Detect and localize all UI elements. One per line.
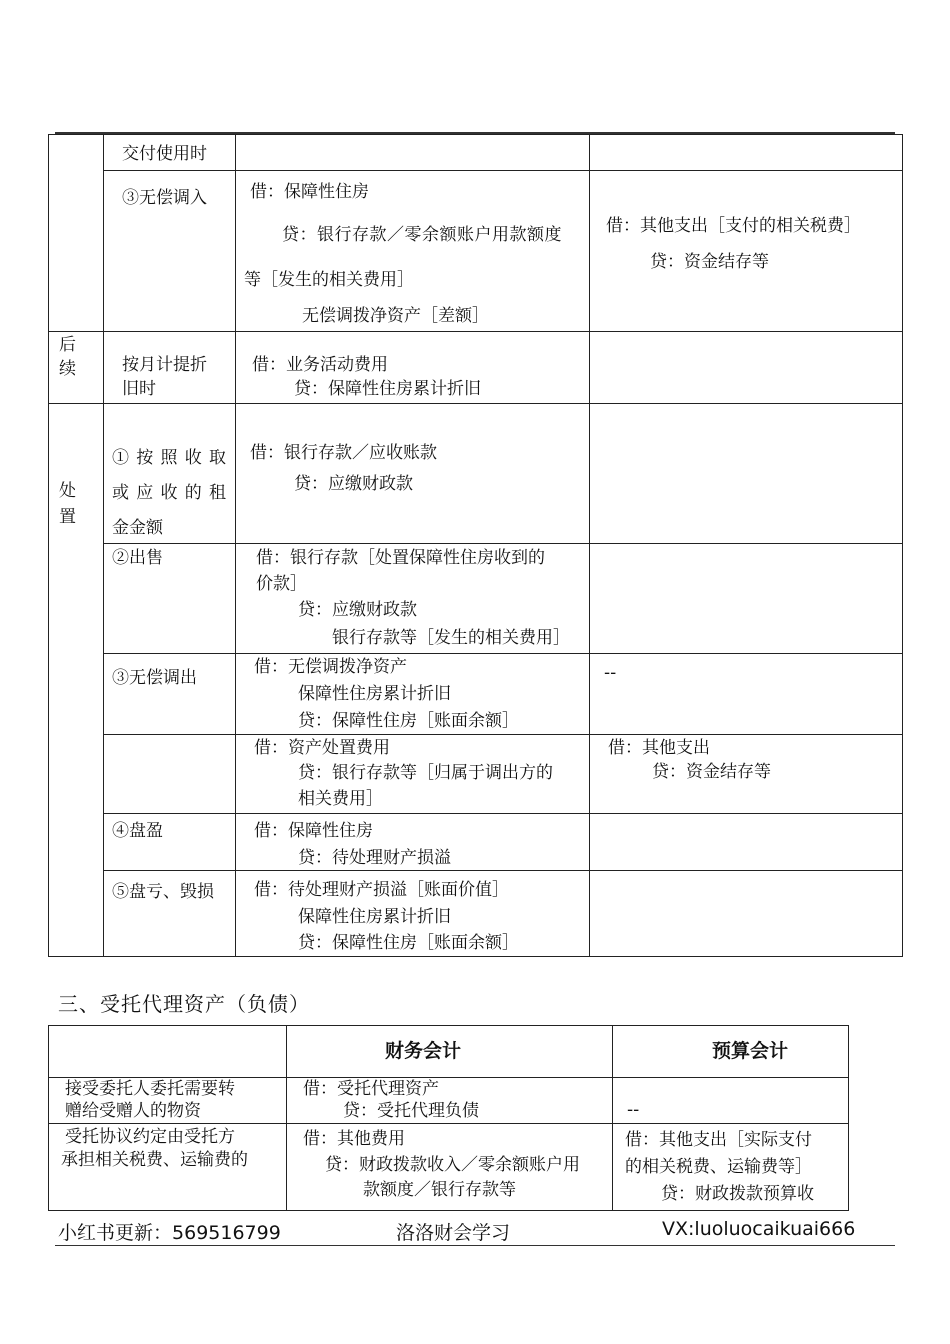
row-label: 赠给受赠人的物资 [65,1101,201,1121]
row-label-cell [104,404,236,544]
header-cell-blank [49,1026,287,1078]
row-label: ⑤盘亏、毁损 [112,882,214,902]
budget-cell [590,871,903,957]
column-header: 预算会计 [712,1040,789,1062]
budget-cell [590,544,903,654]
entry-line: 借：受托代理资产 [303,1079,439,1099]
entry-line: 贷：受托代理负债 [343,1101,479,1121]
entry-line: 借：其他费用 [303,1129,405,1149]
table-row [49,544,903,654]
entry-line: 贷：保障性住房［账面余额］ [298,711,519,731]
entry-line: 等［发生的相关费用］ [244,270,414,290]
budget-cell [590,135,903,171]
entry-line: 贷：资金结存等 [650,252,769,272]
empty-marker: -- [604,663,617,683]
finance-cell [287,1078,613,1124]
budget-cell [590,404,903,544]
row-label: ①按照收取 [112,448,226,468]
finance-cell [236,171,590,332]
phase-label: 后 [59,335,76,355]
empty-marker: -- [627,1100,640,1120]
row-label-cell [104,544,236,654]
footer-label: 小红书更新： [58,1222,173,1244]
row-label-cell [104,332,236,404]
entry-line: 贷：待处理财产损溢 [298,848,451,868]
table-row [49,1124,849,1211]
table-row [49,171,903,332]
entry-line: 借：业务活动费用 [252,355,388,375]
finance-cell [236,332,590,404]
row-label-cell [104,135,236,171]
row-label-cell [49,1078,287,1124]
table-row [49,1078,849,1124]
entry-line: 贷：资金结存等 [652,762,771,782]
row-label: 或应收的租 [112,483,226,503]
row-label: 接受委托人委托需要转 [65,1079,235,1099]
footer-vx: VX:luoluocaikuai666 [662,1218,856,1240]
entry-line: 借：其他支出 [608,738,710,758]
entry-line: 借：其他支出［实际支付 [625,1130,812,1150]
entry-line: 借：无偿调拨净资产 [254,657,407,677]
header-cell-budget [613,1026,849,1078]
table-row [49,814,903,871]
footer-xiaohongshu [58,1218,281,1245]
budget-cell [590,171,903,332]
row-label: ④盘盈 [112,821,163,841]
budget-cell [613,1124,849,1211]
phase-label: 置 [59,507,76,527]
row-label-cell [104,735,236,814]
table-row [49,654,903,735]
phase-cell-blank [49,135,104,332]
entry-line: 贷：银行存款／零余额账户用款额度 [282,225,562,245]
budget-cell [590,814,903,871]
bottom-rule [55,1245,895,1246]
row-label: ③无偿调入 [122,188,207,208]
budget-cell [590,735,903,814]
entry-line: 借：其他支出［支付的相关税费］ [606,216,861,236]
entry-line: 保障性住房累计折旧 [298,907,451,927]
table-header-row [49,1026,849,1078]
row-label-cell [104,871,236,957]
entry-line: 保障性住房累计折旧 [298,684,451,704]
row-label: ②出售 [112,548,163,568]
row-label-cell [104,814,236,871]
entry-line: 相关费用］ [298,789,383,809]
row-label: 旧时 [122,379,156,399]
entry-line: 借：保障性住房 [250,182,369,202]
entry-line: 借：银行存款／应收账款 [250,443,437,463]
table-row [49,871,903,957]
entry-line: 贷：保障性住房累计折旧 [294,379,481,399]
footer-center: 洛洛财会学习 [396,1222,511,1244]
finance-cell [236,814,590,871]
entry-line: 贷：财政拨款预算收 [661,1184,814,1204]
header-cell-finance [287,1026,613,1078]
entry-line: 借：待处理财产损溢［账面价值］ [254,880,509,900]
finance-cell [236,735,590,814]
budget-cell [613,1078,849,1124]
finance-cell [236,654,590,735]
entry-line: 银行存款等［发生的相关费用］ [332,628,570,648]
entry-line: 贷：财政拨款收入／零余额账户用 [325,1155,580,1175]
entry-line: 贷：应缴财政款 [294,474,413,494]
row-label: 按月计提折 [122,355,207,375]
finance-cell [236,135,590,171]
footer-id: 569516799 [172,1222,281,1244]
entry-line: 价款］ [256,574,307,594]
row-label-cell [104,654,236,735]
row-label: 交付使用时 [122,144,207,164]
finance-cell [236,871,590,957]
entry-line: 贷：保障性住房［账面余额］ [298,933,519,953]
table-row [49,735,903,814]
row-label-cell [104,171,236,332]
budget-cell [590,654,903,735]
table-row [49,135,903,171]
phase-cell [49,332,104,404]
phase-label: 处 [59,481,76,501]
finance-cell [236,544,590,654]
entry-line: 无偿调拨净资产［差额］ [302,306,489,326]
row-label-cell [49,1124,287,1211]
phase-label: 续 [59,359,76,379]
section-title: 三、受托代理资产（负债） [58,992,310,1016]
entry-line: 贷：应缴财政款 [298,600,417,620]
entry-line: 款额度／银行存款等 [363,1180,516,1200]
entry-line: 借：资产处置费用 [254,738,390,758]
entry-line: 贷：银行存款等［归属于调出方的 [298,763,553,783]
table-row [49,332,903,404]
entry-line: 借：银行存款［处置保障性住房收到的 [256,548,545,568]
entry-line: 借：保障性住房 [254,821,373,841]
trust-agency-table [48,1025,849,1211]
table-row [49,404,903,544]
row-label: 承担相关税费、运输费的 [61,1150,248,1170]
finance-cell [287,1124,613,1211]
housing-disposal-table [48,134,903,957]
row-label: 受托协议约定由受托方 [65,1127,235,1147]
finance-cell [236,404,590,544]
column-header: 财务会计 [385,1040,462,1062]
entry-line: 的相关税费、运输费等］ [625,1157,812,1177]
row-label: ③无偿调出 [112,668,197,688]
phase-cell [49,404,104,957]
budget-cell [590,332,903,404]
row-label: 金金额 [112,518,163,538]
